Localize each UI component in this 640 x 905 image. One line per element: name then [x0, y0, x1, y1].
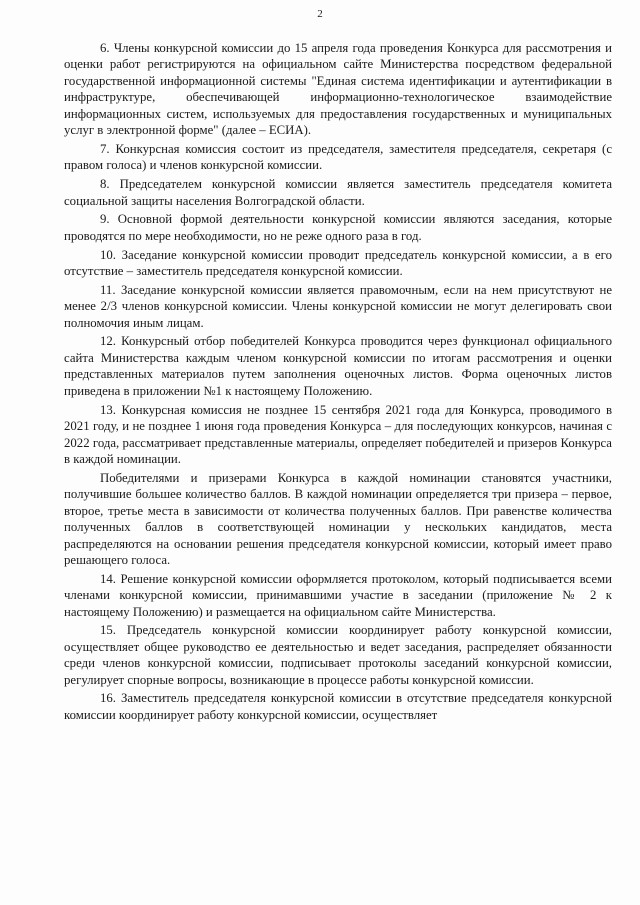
- paragraph-12: 12. Конкурсный отбор победителей Конкурса проводится через функционал официального сайта Министерства каждым членом конкурсной комиссии по итогам рассмотрения и оценки представленных материалов путем заполнения оценочных листов. Форма оценочных листов приведена в приложении №1 к настоящему Положению.: [64, 334, 612, 398]
- paragraph-14: 14. Решение конкурсной комиссии оформляется протоколом, который подписывается всеми членами конкурсной комиссии, принимавшими участие в заседании (приложение № 2 к настоящему Положению) и размещается на официальном сайте Министерства.: [64, 571, 612, 619]
- paragraph-15: 15. Председатель конкурсной комиссии координирует работу конкурсной комиссии, осуществляет общее руководство ее деятельностью и ведет заседания, распределяет обязанности среди членов конкурсной комиссии, подписывает протоколы заседаний конкурсной комиссии, регулирует спорные вопросы, возникающие в процессе работы конкурсной комиссии.: [64, 623, 612, 687]
- paragraph-10: 10. Заседание конкурсной комиссии проводит председатель конкурсной комиссии, а в его отсутствие – заместитель председателя конкурсной комиссии.: [64, 247, 612, 279]
- paragraph-6: 6. Члены конкурсной комиссии до 15 апреля года проведения Конкурса для рассмотрения и оценки работ регистрируются на официальном сайте Министерства посредством федеральной государственной информационной системы "Единая система идентификации и аутентификации в инфраструктуре, обеспечивающей информационно-технологическое взаимодействие информационных систем, используемых для предоставления государственных и муниципальных услуг в электронной форме" (далее – ЕСИА).: [64, 41, 612, 138]
- paragraph-11: 11. Заседание конкурсной комиссии является правомочным, если на нем присутствуют не менее 2/3 членов конкурсной комиссии. Члены конкурсной комиссии не могут делегировать свои полномочия иным лицам.: [64, 282, 612, 330]
- paragraph-8: 8. Председателем конкурсной комиссии является заместитель председателя комитета социальной защиты населения Волгоградской области.: [64, 177, 612, 208]
- paragraph-13-continued: Победителями и призерами Конкурса в каждой номинации становятся участники, получившие большее количество баллов. В каждой номинации определяется три призера – первое, второе, третье места в зависимости от количества полученных баллов. При равенстве количества полученных баллов в соответствующей номинации у нескольких кандидатов, места распределяются на основании решения председателя конкурсной комиссии, который имеет право решающего голоса.: [64, 470, 612, 567]
- document-body: [64, 40, 612, 726]
- paragraph-7: 7. Конкурсная комиссия состоит из председателя, заместителя председателя, секретаря (с правом голоса) и членов конкурсной комиссии.: [64, 142, 612, 173]
- paragraph-16: 16. Заместитель председателя конкурсной комиссии в отсутствие председателя конкурсной комиссии координирует работу конкурсной комиссии, осуществляет: [64, 691, 612, 722]
- page-number: 2: [317, 8, 323, 20]
- paragraph-9: 9. Основной формой деятельности конкурсной комиссии являются заседания, которые проводятся по мере необходимости, но не реже одного раза в год.: [64, 212, 612, 243]
- paragraph-13: 13. Конкурсная комиссия не позднее 15 сентября 2021 года для Конкурса, проводимого в 2021 году, и не позднее 1 июня года проведения Конкурса – для последующих конкурсов, начиная с 2022 года, рассматривает представленные материалы, определяет победителей и призеров Конкурса в каждой номинации.: [64, 402, 612, 466]
